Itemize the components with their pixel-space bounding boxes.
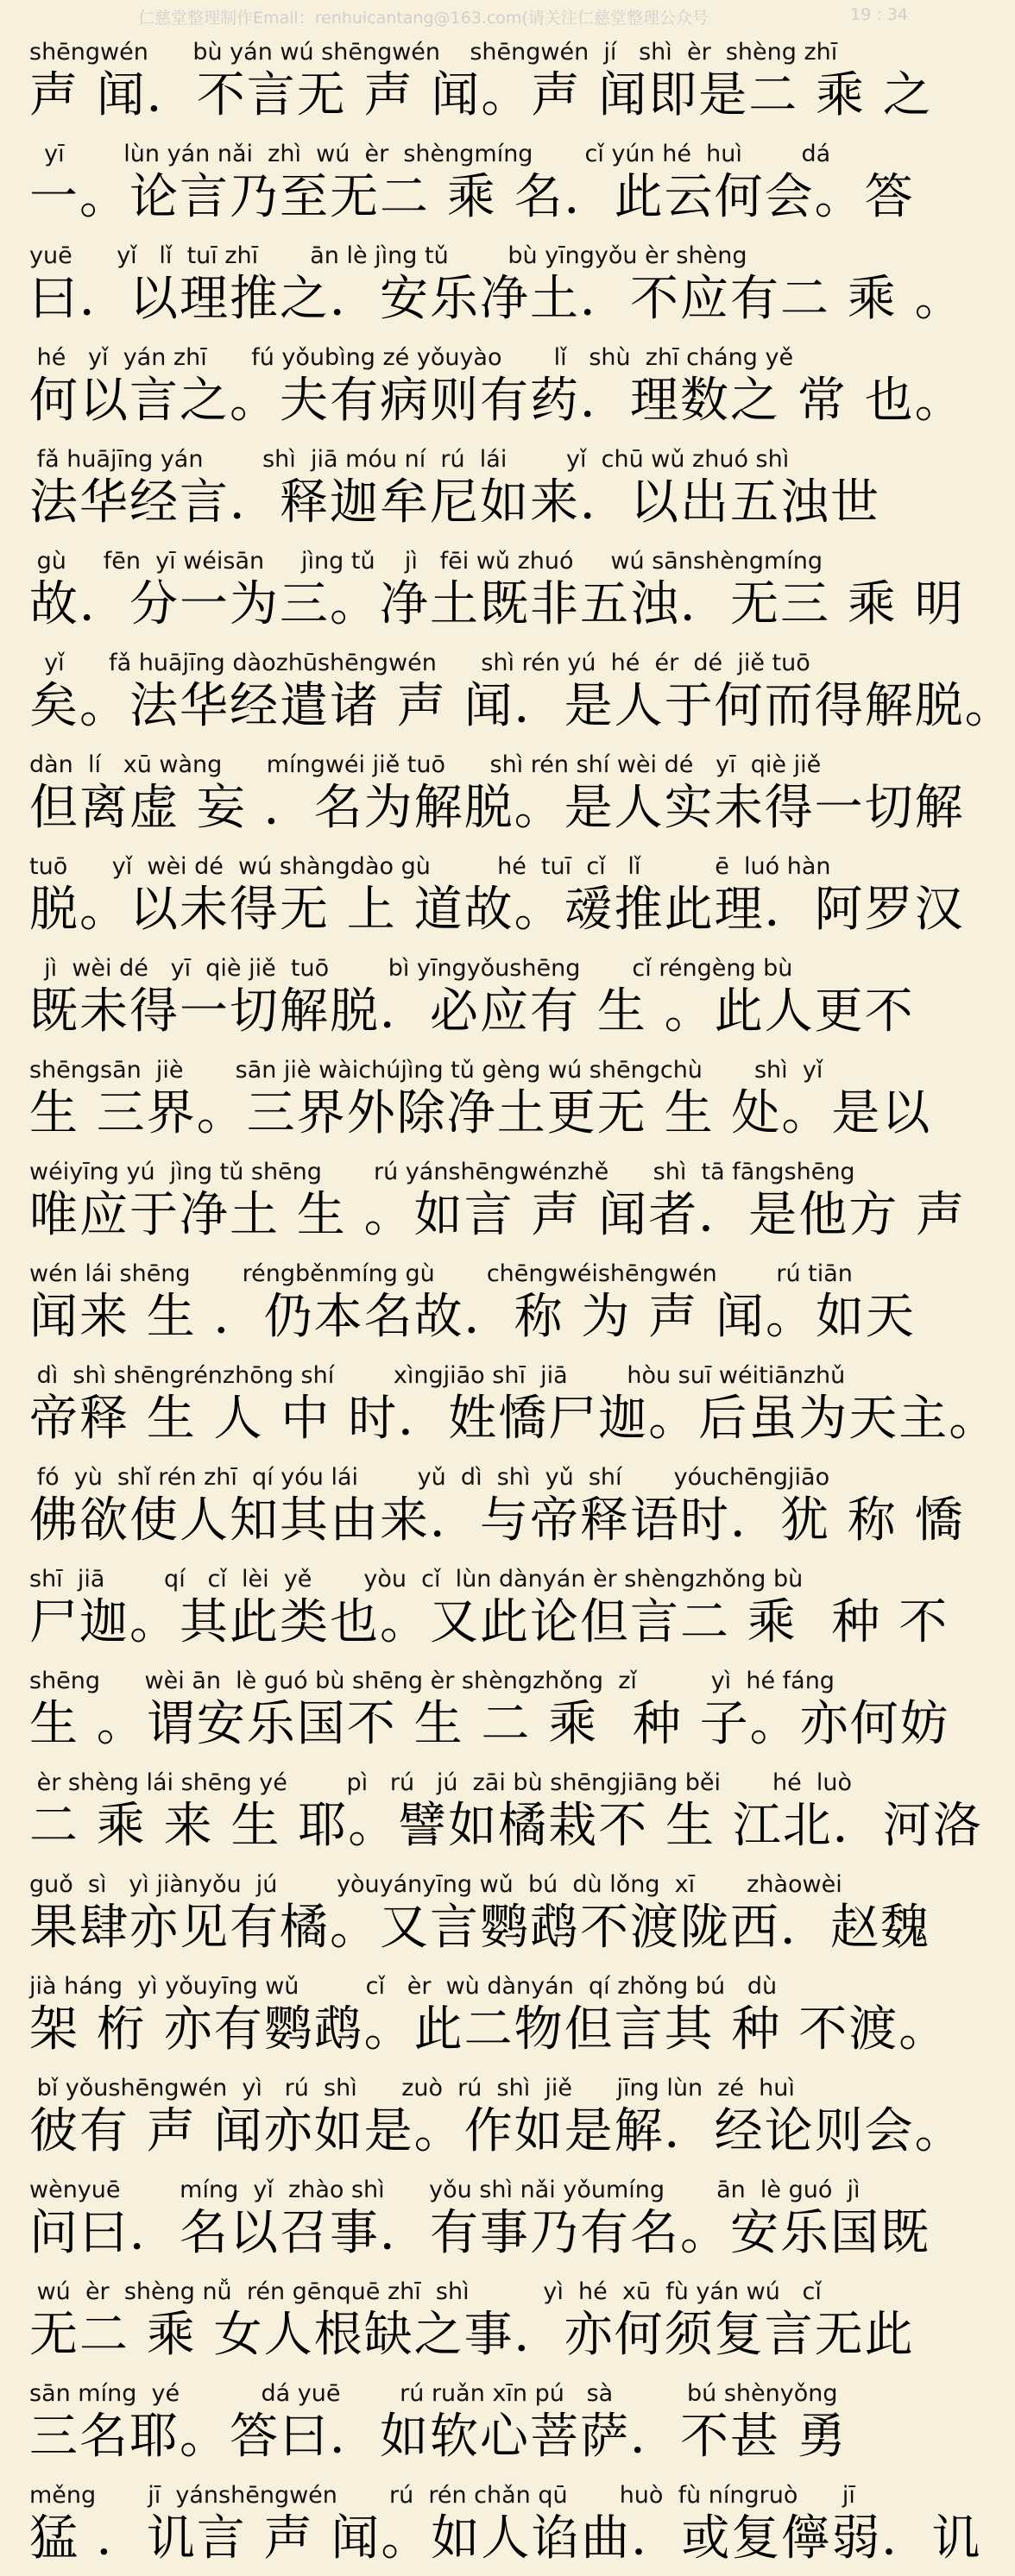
- pinyin-row: shī jiā qí cǐ lèi yě yòu cǐ lùn dànyán èr shèngzhǒng bù: [29, 1566, 804, 1593]
- text-line: [0, 1354, 999, 1456]
- hanzi-row: 果肆亦见有橘。又言鹦鹉不渡陇西．赵魏: [29, 1900, 930, 1956]
- pinyin-row: yǐ fǎ huājīng dàozhūshēngwén shì rén yú hé ér dé jiě tuō: [29, 650, 810, 676]
- pinyin-row: dì shì shēngrénzhōng shí xìngjiāo shī jiā hòu suī wéitiānzhǔ: [29, 1362, 846, 1389]
- pinyin-row: hé yǐ yán zhī fú yǒubìng zé yǒuyào lǐ shù zhī cháng yě: [29, 344, 794, 371]
- pinyin-row: dàn lí xū wàng míngwéi jiě tuō shì rén shí wèi dé yī qiè jiě: [29, 751, 822, 778]
- hanzi-row: 一。论言乃至无二 乘 名．此云何会。答: [29, 169, 915, 225]
- text-line: [0, 235, 965, 336]
- watermark-text: 仁慈堂整理制作Email：renhuicantang@163.com(请关注仁慈堂整理公众号: [138, 9, 709, 28]
- text-line: [0, 1456, 965, 1558]
- hanzi-row: 无二 乘 女人根缺之事．亦何须复言无此: [29, 2307, 915, 2363]
- pinyin-row: bǐ yǒushēngwén yì rú shì zuò rú shì jiě jīng lùn zé huì: [29, 2075, 795, 2102]
- pinyin-row: guǒ sì yì jiànyǒu jú yòuyányīng wǔ bú dù lǒng xī zhàowèi: [29, 1871, 842, 1898]
- text-line: [0, 438, 932, 540]
- hanzi-row: 既未得一切解脱．必应有 生 。此人更不: [29, 983, 915, 1040]
- text-line: [0, 336, 965, 438]
- pinyin-row: èr shèng lái shēng yé pì rú jú zāi bù shēngjiāng běi hé luò: [29, 1769, 853, 1796]
- pinyin-row: shēngwén bù yán wú shēngwén shēngwén jí shì èr shèng zhī: [29, 39, 838, 66]
- text-line: [0, 1049, 932, 1151]
- hanzi-row: 架 桁 亦有鹦鹉。此二物但言其 种 不渡。: [29, 2001, 949, 2058]
- pinyin-row: fǎ huājīng yán shì jiā móu ní rú lái yǐ chū wǔ zhuó shì: [29, 446, 790, 473]
- text-line: [0, 1151, 967, 1253]
- hanzi-row: 三名耶。答曰．如软心菩萨．不甚 勇: [29, 2409, 848, 2465]
- text-line: [0, 744, 965, 845]
- text-line: [0, 2067, 965, 2169]
- hanzi-row: 问曰．名以召事．有事乃有名。安乐国既: [29, 2205, 930, 2261]
- pinyin-row: wén lái shēng réngběnmíng gù chēngwéishēngwén rú tiān: [29, 1260, 853, 1287]
- pinyin-row: wú èr shèng nǚ rén gēnquē zhī shì yì hé xū fù yán wú cǐ: [29, 2278, 822, 2305]
- text-line: [0, 1253, 932, 1354]
- hanzi-row: 闻来 生 ．仍本名故．称 为 声 闻。如天: [29, 1289, 917, 1345]
- pinyin-row: yuē yǐ lǐ tuī zhī ān lè jìng tǔ bù yīngyǒu èr shèng: [29, 242, 747, 269]
- pinyin-row: shēngsān jiè sān jiè wàichújìng tǔ gèng wú shēngchù shì yǐ: [29, 1057, 823, 1084]
- status-bar: [0, 0, 932, 35]
- pinyin-row: jià háng yì yǒuyīng wǔ cǐ èr wù dànyán qí zhǒng bú dù: [29, 1973, 778, 2000]
- text-line: [0, 845, 965, 947]
- hanzi-row: 帝释 生 人 中 时．姓憍尸迦。后虽为天主。: [29, 1391, 999, 1447]
- text-line: [0, 642, 1015, 744]
- hanzi-row: 声 闻．不言无 声 闻。声 闻即是二 乘 之: [29, 67, 933, 123]
- pinyin-row: shēng wèi ān lè guó bù shēng èr shèngzhǒng zǐ yì hé fáng: [29, 1668, 835, 1694]
- text-line: [0, 1660, 950, 1762]
- pinyin-row: yī lùn yán nǎi zhì wú èr shèngmíng cǐ yún hé huì dá: [29, 141, 831, 167]
- hanzi-row: 生 三界。三界外除净土更无 生 处。是以: [29, 1085, 932, 1141]
- pinyin-row: wènyuē míng yǐ zhào shì yǒu shì nǎi yǒumíng ān lè guó jì: [29, 2177, 861, 2203]
- text-line: [0, 31, 932, 133]
- hanzi-row: 唯应于净土 生 。如言 声 闻者．是他方 声: [29, 1187, 967, 1243]
- hanzi-row: 何以言之。夫有病则有药．理数之 常 也。: [29, 373, 965, 429]
- text-body: [0, 31, 1015, 2576]
- hanzi-row: 猛 ．讥言 声 闻。如人谄曲．或复儜弱．讥: [29, 2510, 982, 2567]
- clock-time: 19 : 34: [850, 5, 908, 24]
- hanzi-row: 但离虚 妄 ．名为解脱。是人实未得一切解: [29, 780, 965, 836]
- hanzi-row: 脱。以未得无 上 道故。叆推此理．阿罗汉: [29, 882, 965, 938]
- hanzi-row: 法华经言．释迦牟尼如来．以出五浊世: [29, 474, 880, 531]
- hanzi-row: 矣。法华经遣诸 声 闻．是人于何而得解脱。: [29, 678, 1015, 734]
- text-line: [0, 1762, 983, 1863]
- text-line: [0, 947, 932, 1049]
- pinyin-row: fó yù shǐ rén zhī qí yóu lái yǔ dì shì yǔ shí yóuchēngjiāo: [29, 1464, 830, 1491]
- hanzi-row: 生 。谓安乐国不 生 二 乘 种 子。亦何妨: [29, 1696, 950, 1752]
- text-line: [0, 2474, 982, 2576]
- text-line: [0, 540, 965, 642]
- pinyin-row: gù fēn yī wéisān jìng tǔ jì fēi wǔ zhuó wú sānshèngmíng: [29, 548, 823, 575]
- hanzi-row: 二 乘 来 生 耶。譬如橘栽不 生 江北．河洛: [29, 1798, 983, 1854]
- text-line: [0, 2169, 932, 2271]
- hanzi-row: 彼有 声 闻亦如是。作如是解．经论则会。: [29, 2103, 965, 2159]
- text-line: [0, 2372, 932, 2474]
- hanzi-row: 故．分一为三。净土既非五浊．无三 乘 明: [29, 576, 965, 632]
- text-line: [0, 1558, 949, 1660]
- pinyin-row: tuō yǐ wèi dé wú shàngdào gù hé tuī cǐ lǐ ē luó hàn: [29, 853, 831, 880]
- pinyin-row: sān míng yé dá yuē rú ruǎn xīn pú sà bú shènyǒng: [29, 2380, 838, 2407]
- hanzi-row: 曰．以理推之．安乐净土．不应有二 乘 。: [29, 271, 965, 327]
- hanzi-row: 佛欲使人知其由来．与帝释语时．犹 称 憍: [29, 1492, 965, 1549]
- pinyin-row: měng jī yánshēngwén rú rén chǎn qū huò fù níngruò jī: [29, 2482, 855, 2509]
- text-line: [0, 2271, 932, 2372]
- pinyin-row: wéiyīng yú jìng tǔ shēng rú yánshēngwénzhě shì tā fāngshēng: [29, 1159, 855, 1185]
- text-line: [0, 133, 932, 235]
- hanzi-row: 尸迦。其此类也。又此论但言二 乘 种 不: [29, 1594, 949, 1650]
- text-line: [0, 1965, 949, 2067]
- pinyin-row: jì wèi dé yī qiè jiě tuō bì yīngyǒushēng cǐ réngèng bù: [29, 955, 793, 982]
- text-line: [0, 1863, 932, 1965]
